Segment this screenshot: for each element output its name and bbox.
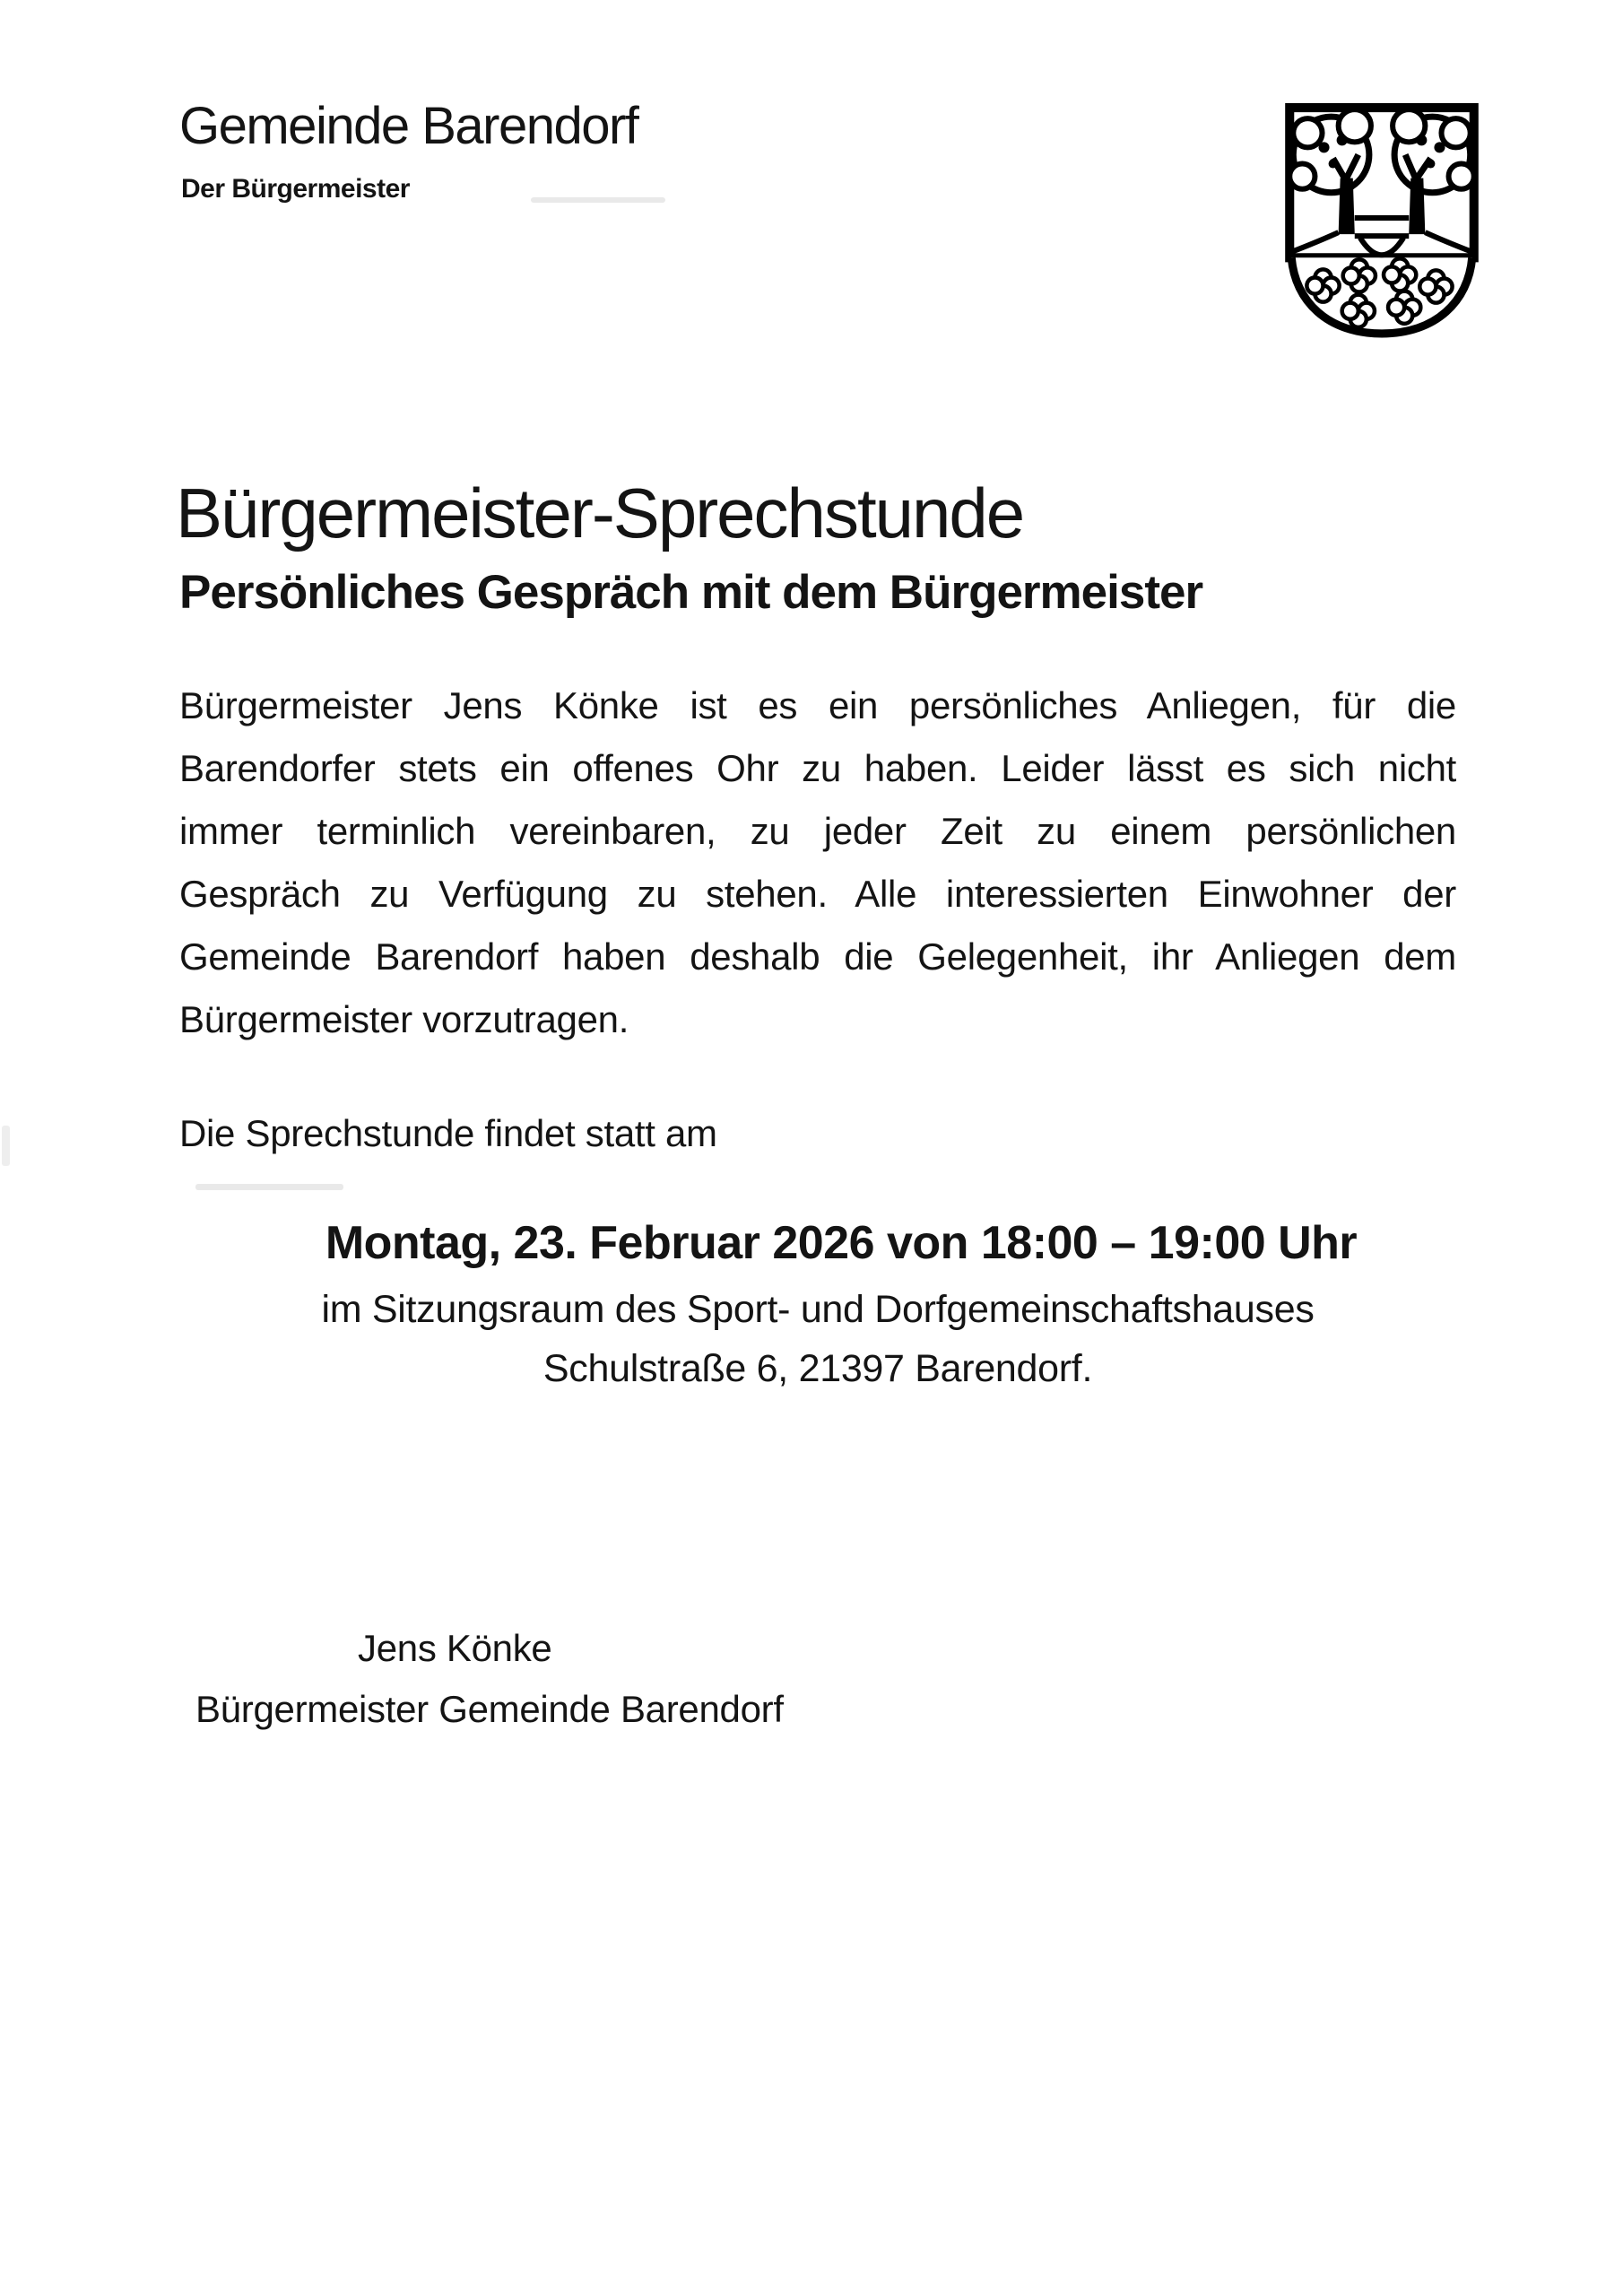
body-line: Gemeinde Barendorf haben deshalb die Gelegenheit, ihr Anliegen dem — [179, 935, 1456, 978]
body-line: immer terminlich vereinbaren, zu jeder Zeit zu einem persönlichen — [179, 810, 1456, 852]
event-address: Schulstraße 6, 21397 Barendorf. — [542, 1347, 1093, 1390]
event-intro-line: Die Sprechstunde findet statt am — [179, 1112, 717, 1154]
scan-artifact — [195, 1184, 343, 1190]
page-subtitle: Persönliches Gespräch mit dem Bürgermeister — [179, 566, 1203, 619]
signature-title: Bürgermeister Gemeinde Barendorf — [195, 1688, 784, 1730]
event-datetime: Montag, 23. Februar 2026 von 18:00 – 19:00 Uhr — [325, 1217, 1358, 1269]
signature-name: Jens Könke — [358, 1627, 552, 1669]
department-name: Der Bürgermeister — [181, 174, 410, 204]
event-venue: im Sitzungsraum des Sport- und Dorfgemeinschaftshauses — [321, 1288, 1315, 1331]
body-line: Bürgermeister Jens Könke ist es ein persönliches Anliegen, für die — [179, 684, 1456, 726]
body-line-last: Bürgermeister vorzutragen. — [179, 998, 629, 1040]
page-title: Bürgermeister-Sprechstunde — [176, 474, 1024, 552]
scan-artifact — [2, 1126, 10, 1166]
coat-of-arms-icon — [1282, 100, 1481, 344]
organization-name: Gemeinde Barendorf — [179, 97, 638, 155]
body-paragraph — [179, 674, 1456, 1051]
scan-artifact — [531, 197, 665, 203]
body-line: Gespräch zu Verfügung zu stehen. Alle interessierten Einwohner der — [179, 873, 1456, 915]
body-line: Barendorfer stets ein offenes Ohr zu haben. Leider lässt es sich nicht — [179, 747, 1456, 789]
